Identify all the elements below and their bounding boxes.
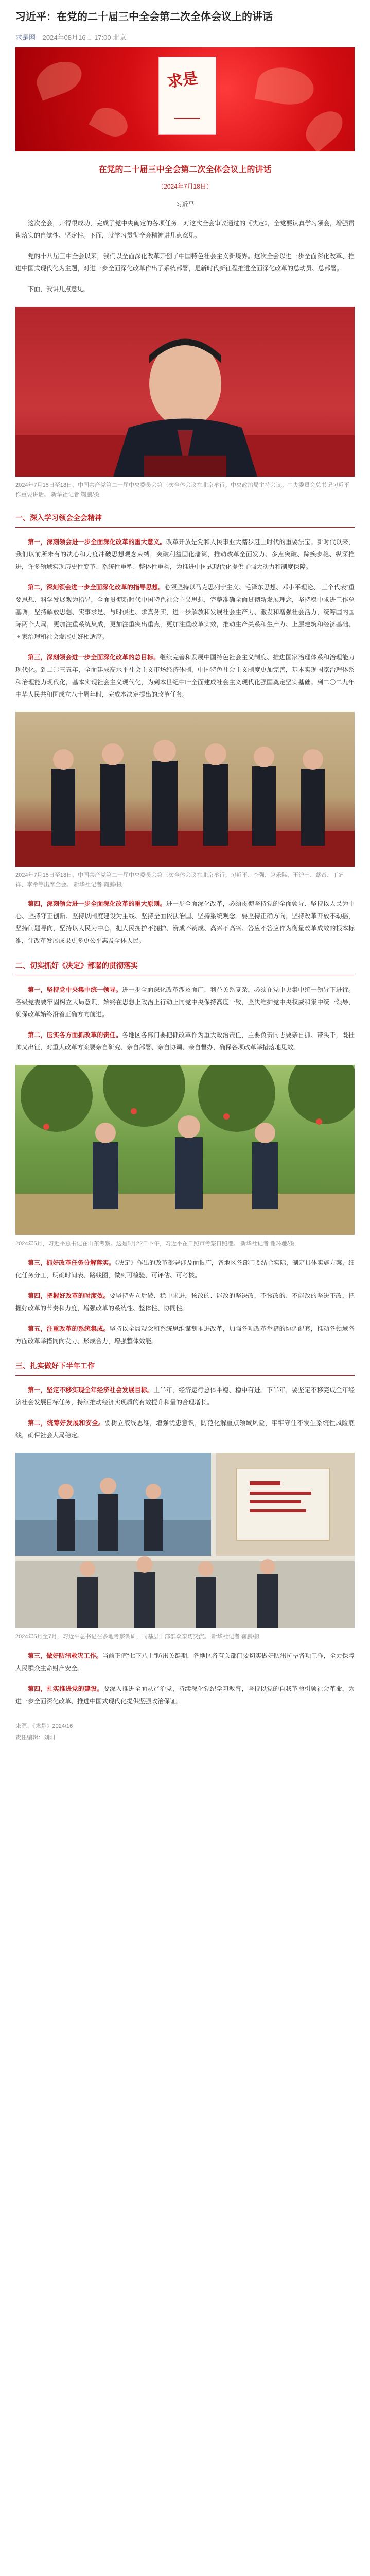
speech-heading: 在党的二十届三中全会第二次全体会议上的讲话 [98, 165, 272, 174]
article-content [0, 47, 370, 1743]
source-line: 来源：《求是》2024/16 [15, 1723, 73, 1730]
body-paragraph: 第一，坚持党中央集中统一领导。进一步全面深化改革涉及面广、利益关系复杂，必须在党中央集中统一领导下进行。各级党委要牢固树立大局意识，始终在思想上政治上行动上同党中央保持高度一致，坚决维护党中央权威和集中统一领导，确保改革始终沿着正确方向前进。 [15, 986, 355, 1018]
body-paragraph: 第二，压实各方面抓改革的责任。各地区各部门要把抓改革作为重大政治责任，主要负责同志要亲自抓、带头干，既挂帅又出征，对重大改革方案要亲自研究、亲自部署、亲自协调、亲自督办，确保各项改革举措落地见效。 [15, 1031, 355, 1051]
editor-line: 责任编辑：刘阳 [15, 1735, 55, 1741]
speech-author: 习近平 [175, 201, 195, 208]
photo-speech-portrait [15, 307, 355, 477]
article-footer [15, 1721, 355, 1743]
body-paragraph: 第五，注重改革的系统集成。坚持以全局观念和系统思维谋划推进改革，加强各项改革举措的协调配套，推动各领域各方面改革举措同向发力、形成合力，增强整体效能。 [15, 1325, 355, 1345]
body-paragraph: 第三，做好防汛救灾工作。当前正值“七下八上”防汛关键期，各地区各有关部门要切实做好防汛抗旱各项工作，全力保障人民群众生命财产安全。 [15, 1652, 355, 1672]
body-paragraph: 第二，深刻领会进一步全面深化改革的指导思想。必须坚持以马克思列宁主义、毛泽东思想、邓小平理论、“三个代表”重要思想、科学发展观为指导，全面贯彻新时代中国特色社会主义思想，完整准确全面贯彻新发展理念，坚持稳中求进工作总基调，坚持解放思想、实事求是、与时俱进、求真务实，进一步解放和发展社会生产力、激发和增强社会活力，统筹国内国际两个大局，更加注重系统集成，更加注重突出重点，更加注重改革实效，推动生产关系和生产力、上层建筑和经济基础、国家治理和社会发展更好相适应。 [15, 584, 355, 640]
section-title: 一、深入学习领会全会精神 [15, 514, 102, 522]
body-paragraph: 第三，深刻领会进一步全面深化改革的总目标。继续完善和发展中国特色社会主义制度、推进国家治理体系和治理能力现代化。到二〇三五年，全面建成高水平社会主义市场经济体制，中国特色社会主义制度更加完善，基本实现国家治理体系和治理能力现代化，基本实现社会主义现代化，为到本世纪中叶全面建成社会主义现代化强国奠定坚实基础。到二〇二九年中华人民共和国成立八十周年时，完成本决定提出的改革任务。 [15, 654, 355, 698]
body-paragraph: 第一，坚定不移实现全年经济社会发展目标。上半年，经济运行总体平稳、稳中有进。下半年，要坚定不移完成全年经济社会发展目标任务，持续推动经济实现质的有效提升和量的合理增长。 [15, 1386, 355, 1406]
speaker-portrait-illustration [15, 307, 355, 477]
section-title: 三、扎实做好下半年工作 [15, 1362, 95, 1370]
body-paragraph: 第四，把握好改革的时度效。要坚持先立后破、稳中求进，该改的、能改的坚决改，不该改的、不能改的坚决不改，把握好改革的节奏和力度，增强改革的系统性、整体性、协同性。 [15, 1292, 355, 1312]
body-paragraph: 第四，深刻领会进一步全面深化改革的重大原则。进一步全面深化改革，必须贯彻坚持党的全面领导、坚持以人民为中心、坚持守正创新、坚持以制度建设为主线、坚持全面依法治国、坚持系统观念。要坚持正确方向，坚持改革开放不动摇，坚持问题导向，坚持以人民为中心，把人民拥护不拥护、赞成不赞成、高兴不高兴、答应不答应作为衡量改革成效的根本标准，让改革发展成果更多更公平惠及全体人民。 [15, 900, 355, 944]
intro-paragraph: 党的十八届三中全会以来，我们以全面深化改革开创了中国特色社会主义新境界。这次全会以进一步全面深化改革、推进中国式现代化为主题，对进一步全面深化改革作出了系统部署，是新时代新征程推进全面深化改革的总动员、总部署。 [15, 252, 355, 272]
speech-date: （2024年7月18日） [157, 183, 213, 190]
intro-paragraph: 下面，我讲几点意见。 [28, 285, 90, 293]
photo-caption: 2024年7月15日至18日，中国共产党第二十届中央委员会第三次全体会议在北京举行。中央政治局主持会议。中央委员会总书记习近平作重要讲话。 新华社记者 鞠鹏/摄 [15, 482, 350, 498]
body-paragraph: 第二，统筹好发展和安全。要树立底线思维，增强忧患意识，防范化解重点领域风险，牢牢守住不发生系统性风险底线，确保社会大局稳定。 [15, 1419, 355, 1439]
body-paragraph: 第三，抓好改革任务分解落实。《决定》作出的改革部署涉及面很广，各地区各部门要结合实际，制定具体实施方案，细化任务分工，明确时间表、路线图，做到可检验、可评估、可考核。 [15, 1259, 355, 1279]
photo-collage [15, 1453, 355, 1628]
qiushi-banner-image [15, 47, 355, 151]
photo-caption: 2024年5月，习近平总书记在山东考察。这是5月22日下午，习近平在日照市考察日照港。 新华社记者 谢环驰/摄 [15, 1241, 295, 1247]
section-heading [15, 960, 355, 975]
account-name-link[interactable]: 求是网 [15, 33, 36, 41]
photo-inspection-visit [15, 1065, 355, 1235]
section-heading [15, 1361, 355, 1376]
speech-heading-block [15, 163, 355, 191]
publish-date: 2024年08月16日 17:00 北京 [42, 33, 127, 41]
article-meta [15, 32, 355, 42]
photo-leaders-arrival [15, 712, 355, 867]
qiushi-logo-card [158, 57, 216, 135]
qiushi-logo: 求是 [166, 69, 199, 92]
photo-caption: 2024年5月至7月，习近平总书记在多地考察调研，同基层干部群众亲切交流。 新华社记者 鞠鹏/摄 [15, 1634, 260, 1640]
intro-paragraph: 这次全会，开得很成功，完成了党中央确定的各项任务。对这次全会审议通过的《决定》，全党要认真学习领会，增强贯彻落实的自觉性、坚定性。下面，就学习贯彻全会精神讲几点意见。 [15, 219, 355, 239]
article-title: 习近平：在党的二十届三中全会第二次全体会议上的讲话 [15, 11, 273, 23]
section-heading [15, 513, 355, 528]
article-header [0, 0, 370, 47]
body-paragraph: 第四，扎实推进党的建设。要深入推进全面从严治党，持续深化党纪学习教育，坚持以党的自我革命引领社会革命，为进一步全面深化改革、推进中国式现代化提供坚强政治保证。 [15, 1685, 355, 1705]
section-title: 二、切实抓好《决定》部署的贯彻落实 [15, 961, 138, 970]
inspection-illustration [15, 1065, 355, 1235]
photo-caption: 2024年7月15日至18日，中国共产党第二十届中央委员会第三次全体会议在北京举行。习近平、李强、赵乐际、王沪宁、蔡奇、丁薛祥、李希等出席全会。 新华社记者 鞠鹏/摄 [15, 872, 344, 888]
collage-illustration [15, 1453, 355, 1628]
leaders-illustration [15, 712, 355, 867]
body-paragraph: 第一，深刻领会进一步全面深化改革的重大意义。改革开放是党和人民事业大踏步赶上时代的重要法宝。新时代以来，我们以前所未有的决心和力度冲破思想观念束缚，突破利益固化藩篱，推动改革全面发力、多点突破、蹄疾步稳、纵深推进，许多领域实现历史性变革、系统性重塑、整体性重构，为推进中国式现代化提供了强大动力和制度保障。 [15, 538, 355, 570]
